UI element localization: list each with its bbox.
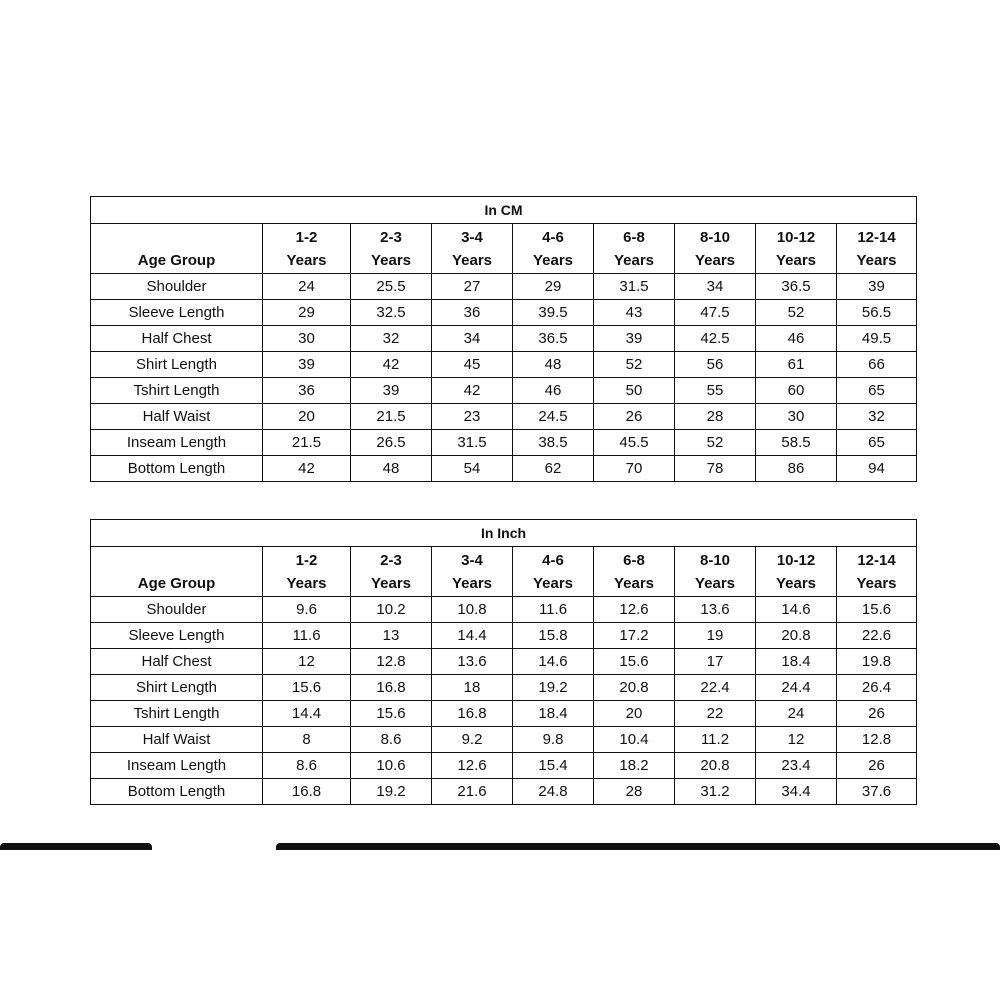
measurement-cell: 12.6 <box>432 753 513 779</box>
row-label: Half Chest <box>91 649 263 675</box>
years-label: Years <box>451 574 493 592</box>
measurement-cell: 24.4 <box>756 675 837 701</box>
header-row <box>91 547 917 597</box>
age-range-value: 8-10 <box>699 551 731 569</box>
measurement-cell: 20 <box>594 701 675 727</box>
measurement-cell: 70 <box>594 456 675 482</box>
row-label: Inseam Length <box>91 753 263 779</box>
measurement-cell: 10.8 <box>432 597 513 623</box>
table-row <box>91 326 917 352</box>
years-label: Years <box>694 574 736 592</box>
measurement-cell: 62 <box>513 456 594 482</box>
age-range-header <box>756 547 837 597</box>
measurement-cell: 27 <box>432 274 513 300</box>
bottom-divider-right <box>276 843 1000 850</box>
measurement-cell: 32.5 <box>351 300 432 326</box>
measurement-cell: 48 <box>513 352 594 378</box>
table-row <box>91 352 917 378</box>
age-range-header <box>513 224 594 274</box>
size-table-cm <box>90 196 917 482</box>
measurement-cell: 50 <box>594 378 675 404</box>
measurement-cell: 9.2 <box>432 727 513 753</box>
measurement-cell: 14.4 <box>432 623 513 649</box>
measurement-cell: 36.5 <box>513 326 594 352</box>
table-row <box>91 378 917 404</box>
measurement-cell: 15.4 <box>513 753 594 779</box>
measurement-cell: 20.8 <box>594 675 675 701</box>
measurement-cell: 15.6 <box>837 597 917 623</box>
measurement-cell: 26.5 <box>351 430 432 456</box>
measurement-cell: 26 <box>594 404 675 430</box>
row-label: Shirt Length <box>91 352 263 378</box>
table-row <box>91 779 917 805</box>
age-range-value: 1-2 <box>295 551 318 569</box>
row-label: Bottom Length <box>91 779 263 805</box>
measurement-cell: 36 <box>263 378 351 404</box>
measurement-cell: 20.8 <box>756 623 837 649</box>
measurement-cell: 24.8 <box>513 779 594 805</box>
measurement-cell: 18.2 <box>594 753 675 779</box>
years-label: Years <box>532 251 574 269</box>
measurement-cell: 24 <box>756 701 837 727</box>
measurement-cell: 34 <box>675 274 756 300</box>
years-label: Years <box>775 251 817 269</box>
table-row <box>91 404 917 430</box>
measurement-cell: 10.6 <box>351 753 432 779</box>
measurement-cell: 32 <box>837 404 917 430</box>
measurement-cell: 45 <box>432 352 513 378</box>
measurement-cell: 45.5 <box>594 430 675 456</box>
measurement-cell: 12 <box>263 649 351 675</box>
measurement-cell: 13.6 <box>432 649 513 675</box>
measurement-cell: 21.5 <box>263 430 351 456</box>
measurement-cell: 29 <box>513 274 594 300</box>
measurement-cell: 39 <box>351 378 432 404</box>
row-label: Bottom Length <box>91 456 263 482</box>
measurement-cell: 12.6 <box>594 597 675 623</box>
measurement-cell: 94 <box>837 456 917 482</box>
measurement-cell: 19 <box>675 623 756 649</box>
age-range-header <box>351 547 432 597</box>
measurement-cell: 26 <box>837 753 917 779</box>
age-range-value: 10-12 <box>776 551 816 569</box>
measurement-cell: 42.5 <box>675 326 756 352</box>
measurement-cell: 18 <box>432 675 513 701</box>
row-label: Half Waist <box>91 404 263 430</box>
measurement-cell: 11.6 <box>263 623 351 649</box>
measurement-cell: 39 <box>594 326 675 352</box>
table-title-row <box>91 197 917 224</box>
years-label: Years <box>370 574 412 592</box>
measurement-cell: 65 <box>837 430 917 456</box>
measurement-cell: 86 <box>756 456 837 482</box>
measurement-cell: 29 <box>263 300 351 326</box>
table-row <box>91 430 917 456</box>
age-range-header <box>756 224 837 274</box>
measurement-cell: 12.8 <box>351 649 432 675</box>
measurement-cell: 42 <box>263 456 351 482</box>
measurement-cell: 11.2 <box>675 727 756 753</box>
measurement-cell: 9.6 <box>263 597 351 623</box>
age-range-value: 1-2 <box>295 228 318 246</box>
years-label: Years <box>451 251 493 269</box>
table-row <box>91 300 917 326</box>
row-label: Sleeve Length <box>91 623 263 649</box>
measurement-cell: 31.5 <box>594 274 675 300</box>
measurement-cell: 23.4 <box>756 753 837 779</box>
table-title-row <box>91 520 917 547</box>
measurement-cell: 26.4 <box>837 675 917 701</box>
measurement-cell: 19.8 <box>837 649 917 675</box>
measurement-cell: 39 <box>837 274 917 300</box>
measurement-cell: 22.6 <box>837 623 917 649</box>
measurement-cell: 15.6 <box>351 701 432 727</box>
measurement-cell: 9.8 <box>513 727 594 753</box>
measurement-cell: 8.6 <box>263 753 351 779</box>
measurement-cell: 58.5 <box>756 430 837 456</box>
table-row <box>91 701 917 727</box>
row-label: Half Chest <box>91 326 263 352</box>
measurement-cell: 49.5 <box>837 326 917 352</box>
age-range-header <box>263 224 351 274</box>
age-range-value: 4-6 <box>542 228 564 246</box>
age-range-header <box>837 547 917 597</box>
age-range-header <box>675 224 756 274</box>
years-label: Years <box>856 251 897 269</box>
measurement-cell: 47.5 <box>675 300 756 326</box>
age-range-value: 6-8 <box>623 228 645 246</box>
measurement-cell: 54 <box>432 456 513 482</box>
measurement-cell: 34.4 <box>756 779 837 805</box>
measurement-cell: 26 <box>837 701 917 727</box>
years-label: Years <box>775 574 817 592</box>
measurement-cell: 31.2 <box>675 779 756 805</box>
measurement-cell: 36.5 <box>756 274 837 300</box>
measurement-cell: 30 <box>263 326 351 352</box>
measurement-cell: 18.4 <box>756 649 837 675</box>
row-label: Shirt Length <box>91 675 263 701</box>
measurement-cell: 16.8 <box>351 675 432 701</box>
measurement-cell: 66 <box>837 352 917 378</box>
header-row <box>91 224 917 274</box>
measurement-cell: 56.5 <box>837 300 917 326</box>
measurement-cell: 15.8 <box>513 623 594 649</box>
age-range-value: 8-10 <box>699 228 731 246</box>
age-range-value: 2-3 <box>380 551 402 569</box>
table-row <box>91 623 917 649</box>
measurement-cell: 24.5 <box>513 404 594 430</box>
measurement-cell: 12 <box>756 727 837 753</box>
measurement-cell: 10.2 <box>351 597 432 623</box>
measurement-cell: 8 <box>263 727 351 753</box>
measurement-cell: 15.6 <box>263 675 351 701</box>
measurement-cell: 43 <box>594 300 675 326</box>
measurement-cell: 37.6 <box>837 779 917 805</box>
table-title: In CM <box>91 197 917 224</box>
row-label: Tshirt Length <box>91 701 263 727</box>
measurement-cell: 18.4 <box>513 701 594 727</box>
table-row <box>91 597 917 623</box>
measurement-cell: 52 <box>756 300 837 326</box>
age-group-label: Age Group <box>91 224 263 274</box>
measurement-cell: 38.5 <box>513 430 594 456</box>
years-label: Years <box>370 251 412 269</box>
row-label: Shoulder <box>91 274 263 300</box>
measurement-cell: 14.6 <box>513 649 594 675</box>
measurement-cell: 61 <box>756 352 837 378</box>
row-label: Tshirt Length <box>91 378 263 404</box>
measurement-cell: 56 <box>675 352 756 378</box>
measurement-cell: 13 <box>351 623 432 649</box>
measurement-cell: 13.6 <box>675 597 756 623</box>
age-range-value: 12-14 <box>857 228 896 246</box>
measurement-cell: 15.6 <box>594 649 675 675</box>
measurement-cell: 17 <box>675 649 756 675</box>
measurement-cell: 78 <box>675 456 756 482</box>
age-range-header <box>594 547 675 597</box>
table-row <box>91 456 917 482</box>
measurement-cell: 65 <box>837 378 917 404</box>
measurement-cell: 20 <box>263 404 351 430</box>
age-range-value: 12-14 <box>857 551 896 569</box>
measurement-cell: 46 <box>756 326 837 352</box>
table-row <box>91 753 917 779</box>
years-label: Years <box>694 251 736 269</box>
measurement-cell: 28 <box>675 404 756 430</box>
measurement-cell: 52 <box>675 430 756 456</box>
table-title: In Inch <box>91 520 917 547</box>
table-row <box>91 649 917 675</box>
table-row <box>91 727 917 753</box>
age-range-value: 3-4 <box>461 551 483 569</box>
row-label: Shoulder <box>91 597 263 623</box>
size-table-inch <box>90 519 917 805</box>
age-range-value: 10-12 <box>776 228 816 246</box>
measurement-cell: 16.8 <box>432 701 513 727</box>
measurement-cell: 39.5 <box>513 300 594 326</box>
row-label: Inseam Length <box>91 430 263 456</box>
measurement-cell: 60 <box>756 378 837 404</box>
age-range-header <box>263 547 351 597</box>
measurement-cell: 22.4 <box>675 675 756 701</box>
age-range-header <box>837 224 917 274</box>
measurement-cell: 16.8 <box>263 779 351 805</box>
measurement-cell: 30 <box>756 404 837 430</box>
measurement-cell: 28 <box>594 779 675 805</box>
measurement-cell: 46 <box>513 378 594 404</box>
measurement-cell: 20.8 <box>675 753 756 779</box>
measurement-cell: 55 <box>675 378 756 404</box>
measurement-cell: 42 <box>432 378 513 404</box>
measurement-cell: 19.2 <box>513 675 594 701</box>
bottom-divider-left <box>0 843 152 850</box>
years-label: Years <box>286 251 327 269</box>
measurement-cell: 48 <box>351 456 432 482</box>
years-label: Years <box>856 574 897 592</box>
measurement-cell: 34 <box>432 326 513 352</box>
age-range-header <box>513 547 594 597</box>
years-label: Years <box>613 574 655 592</box>
measurement-cell: 23 <box>432 404 513 430</box>
measurement-cell: 22 <box>675 701 756 727</box>
age-range-header <box>432 547 513 597</box>
measurement-cell: 11.6 <box>513 597 594 623</box>
age-group-label: Age Group <box>91 547 263 597</box>
table-row <box>91 274 917 300</box>
age-range-header <box>351 224 432 274</box>
measurement-cell: 12.8 <box>837 727 917 753</box>
years-label: Years <box>286 574 327 592</box>
row-label: Half Waist <box>91 727 263 753</box>
age-range-header <box>594 224 675 274</box>
measurement-cell: 42 <box>351 352 432 378</box>
years-label: Years <box>613 251 655 269</box>
measurement-cell: 8.6 <box>351 727 432 753</box>
age-range-value: 2-3 <box>380 228 402 246</box>
years-label: Years <box>532 574 574 592</box>
measurement-cell: 32 <box>351 326 432 352</box>
measurement-cell: 52 <box>594 352 675 378</box>
age-range-header <box>675 547 756 597</box>
measurement-cell: 14.6 <box>756 597 837 623</box>
measurement-cell: 31.5 <box>432 430 513 456</box>
measurement-cell: 19.2 <box>351 779 432 805</box>
measurement-cell: 39 <box>263 352 351 378</box>
age-range-value: 4-6 <box>542 551 564 569</box>
measurement-cell: 21.6 <box>432 779 513 805</box>
row-label: Sleeve Length <box>91 300 263 326</box>
measurement-cell: 17.2 <box>594 623 675 649</box>
age-range-value: 3-4 <box>461 228 483 246</box>
age-range-value: 6-8 <box>623 551 645 569</box>
measurement-cell: 10.4 <box>594 727 675 753</box>
measurement-cell: 24 <box>263 274 351 300</box>
measurement-cell: 14.4 <box>263 701 351 727</box>
measurement-cell: 36 <box>432 300 513 326</box>
measurement-cell: 25.5 <box>351 274 432 300</box>
measurement-cell: 21.5 <box>351 404 432 430</box>
age-range-header <box>432 224 513 274</box>
table-row <box>91 675 917 701</box>
